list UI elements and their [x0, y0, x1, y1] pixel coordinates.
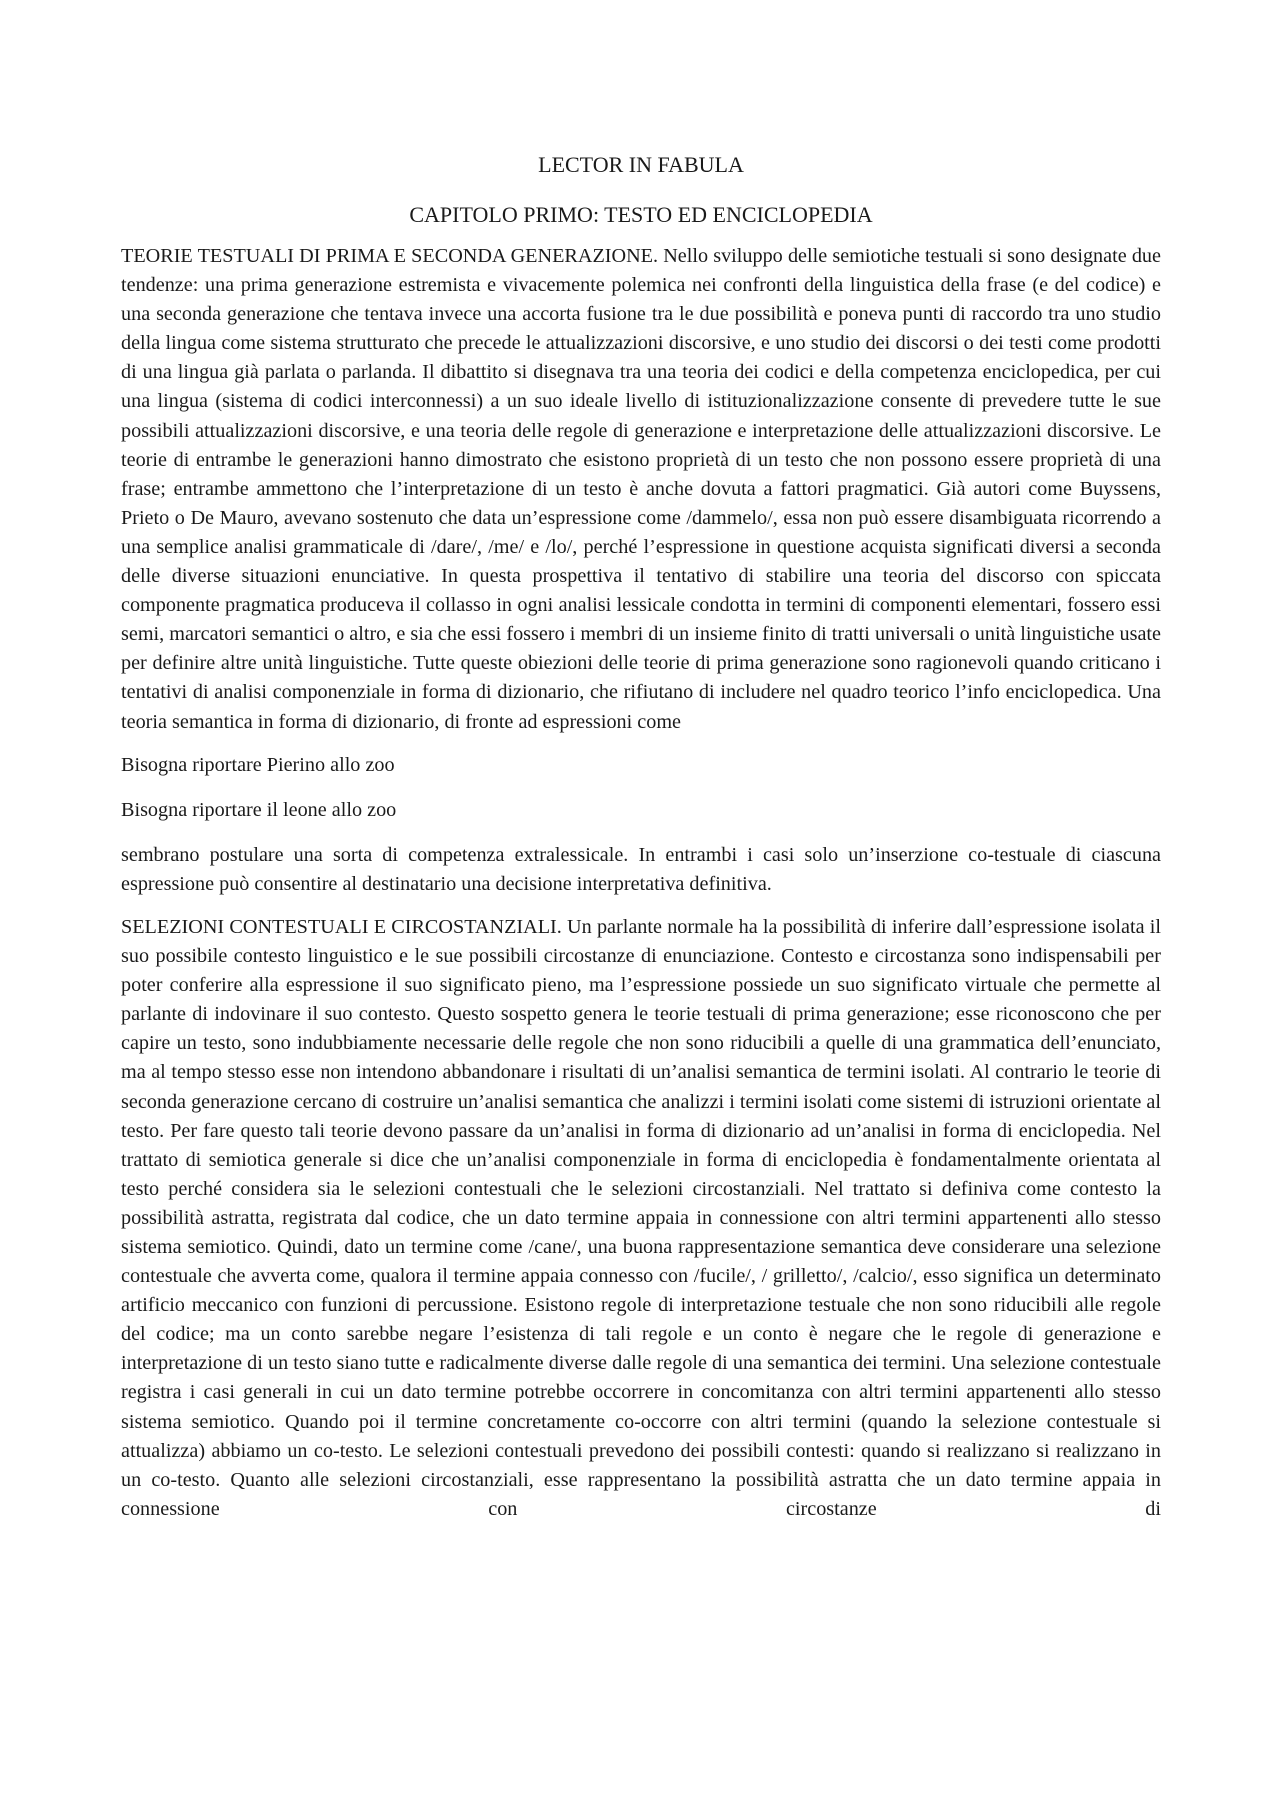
document-body [121, 150, 1161, 1538]
paragraph-competenza-extralessicale: sembrano postulare una sorta di competenza extralessicale. In entrambi i casi solo un’inserzione co-testuale di ciascuna espressione può consentire al destinatario una decisione interpretativa definitiva. [121, 843, 1161, 895]
example-sentence-pierino: Bisogna riportare Pierino allo zoo [121, 753, 395, 776]
example-sentence-leone: Bisogna riportare il leone allo zoo [121, 798, 397, 821]
chapter-title: CAPITOLO PRIMO: TESTO ED ENCICLOPEDIA [409, 202, 873, 227]
paragraph-selezioni-contestuali: SELEZIONI CONTESTUALI E CIRCOSTANZIALI. Un parlante normale ha la possibilità di inferire dall’espressione isolata il suo possibile contesto linguistico e le sue possibili circostanze di enunciazione. Contesto e circostanza sono indispensabili per poter conferire alla espressione il suo significato pieno, ma l’espressione possiede un suo significato virtuale che permette al parlante di indovinare il suo contesto. Questo sospetto genera le teorie testuali di prima generazione; esse riconoscono che per capire un testo, sono indubbiamente necessarie delle regole che non sono riducibili a quelle di una grammatica dell’enunciato, ma al tempo stesso esse non intendono abbandonare i risultati di un’analisi semantica de termini isolati. Al contrario le teorie di seconda generazione cercano di costruire un’analisi semantica che analizzi i termini isolati come sistemi di istruzioni orientate al testo. Per fare questo tali teorie devono passare da un’analisi in forma di dizionario ad un’analisi in forma di enciclopedia. Nel trattato di semiotica generale si dice che un’analisi componenziale in forma di enciclopedia è fondamentalmente orientata al testo perché considera sia le selezioni contestuali che le selezioni circostanziali. Nel trattato si definiva come contesto la possibilità astratta, registrata dal codice, che un dato termine appaia in connessione con altri termini appartenenti allo stesso sistema semiotico. Quindi, dato un termine come /cane/, una buona rappresentazione semantica deve considerare una selezione contestuale che avverta come, qualora il termine appaia connesso con /fucile/, / grilletto/, /calcio/, esso significa un determinato artificio meccanico con funzioni di percussione. Esistono regole di interpretazione testuale che non sono riducibili alle regole del codice; ma un conto sarebbe negare l’esistenza di tali regole e un conto è negare che le regole di generazione e interpretazione di un testo siano tutte e radicalmente diverse dalle regole di una semantica dei termini. Una selezione contestuale registra i casi generali in cui un dato termine potrebbe occorrere in concomitanza con altri termini appartenenti allo stesso sistema semiotico. Quando poi il termine concretamente co-occorre con altri termini (quando la selezione contestuale si attualizza) abbiamo un co-testo. Le selezioni contestuali prevedono dei possibili contesti: quando si realizzano si realizzano in un co-testo. Quanto alle selezioni circostanziali, esse rappresentano la possibilità astratta che un dato termine appaia in connessione con circostanze di [121, 915, 1161, 1520]
document-title: LECTOR IN FABULA [538, 152, 744, 177]
paragraph-teorie-testuali: TEORIE TESTUALI DI PRIMA E SECONDA GENERAZIONE. Nello sviluppo delle semiotiche testuali si sono designate due tendenze: una prima generazione estremista e vivacemente polemica nei confronti della linguistica della frase (e del codice) e una seconda generazione che tentava invece una accorta fusione tra le due possibilità e poneva punti di raccordo tra uno studio della lingua come sistema strutturato che precede le attualizzazioni discorsive, e uno studio dei discorsi o dei testi come prodotti di una lingua già parlata o parlanda. Il dibattito si disegnava tra una teoria dei codici e della competenza enciclopedica, per cui una lingua (sistema di codici interconnessi) a un suo ideale livello di istituzionalizzazione consente di prevedere tutte le sue possibili attualizzazioni discorsive, e una teoria delle regole di generazione e interpretazione delle attualizzazioni discorsive. Le teorie di entrambe le generazioni hanno dimostrato che esistono proprietà di un testo che non possono essere proprietà di una frase; entrambe ammettono che l’interpretazione di un testo è anche dovuta a fattori pragmatici. Già autori come Buyssens, Prieto o De Mauro, avevano sostenuto che data un’espressione come /dammelo/, essa non può essere disambiguata ricorrendo a una semplice analisi grammaticale di /dare/, /me/ e /lo/, perché l’espressione in questione acquista significati diversi a seconda delle diverse situazioni enunciative. In questa prospettiva il tentativo di stabilire una teoria del discorso con spiccata componente pragmatica produceva il collasso in ogni analisi lessicale condotta in termini di componenti elementari, fossero essi semi, marcatori semantici o altro, e sia che essi fossero i membri di un insieme finito di tratti universali o unità linguistiche usate per definire altre unità linguistiche. Tutte queste obiezioni delle teorie di prima generazione sono ragionevoli quando criticano i tentativi di analisi componenziale in forma di dizionario, che rifiutano di includere nel quadro teorico l’info enciclopedica. Una teoria semantica in forma di dizionario, di fronte ad espressioni come [121, 245, 1161, 733]
